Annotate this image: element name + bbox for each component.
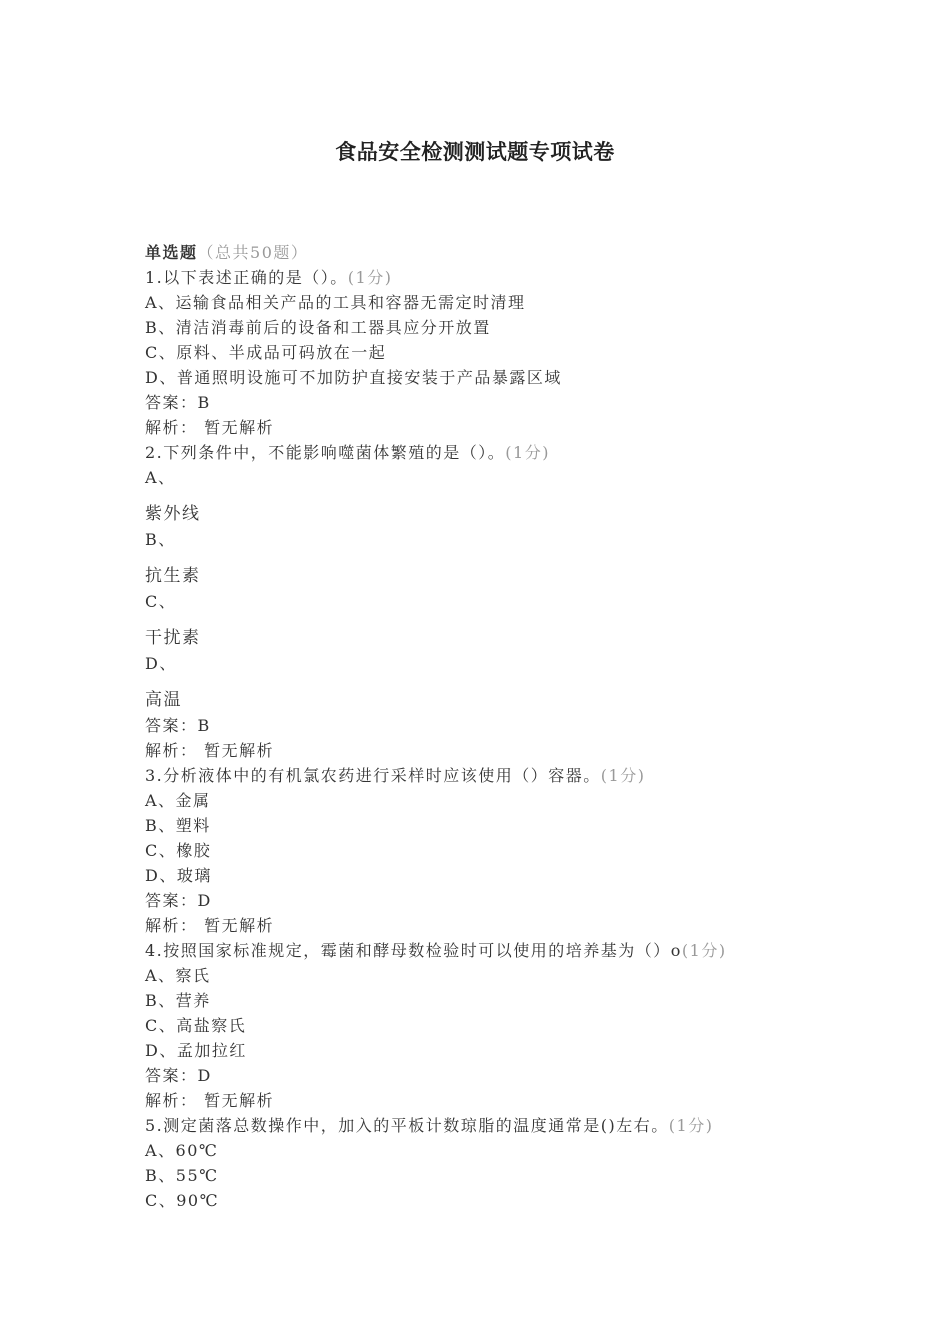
option-d: D、普通照明设施可不加防护直接安装于产品暴露区域 <box>145 368 562 387</box>
option-c: C、原料、半成品可码放在一起 <box>145 343 387 362</box>
answer: 答案：B <box>145 716 211 735</box>
option-b: B、清洁消毒前后的设备和工器具应分开放置 <box>145 318 491 337</box>
answer: 答案：B <box>145 393 211 412</box>
option-d: D、玻璃 <box>145 866 212 885</box>
question-score: (1分) <box>681 941 727 960</box>
option-c-letter: C、 <box>145 592 177 611</box>
option-a-text: 紫外线 <box>145 504 201 524</box>
page-title: 食品安全检测测试题专项试卷 <box>335 139 615 164</box>
option-a: A、60℃ <box>145 1141 219 1160</box>
option-a: A、金属 <box>145 791 211 810</box>
question-text: 5.测定菌落总数操作中，加入的平板计数琼脂的温度通常是()左右。 <box>145 1116 669 1135</box>
answer: 答案：D <box>145 891 212 910</box>
question-stem <box>145 1113 865 1138</box>
analysis: 解析： 暂无解析 <box>145 916 275 935</box>
option-a-letter: A、 <box>145 468 176 487</box>
section-label: 单选题 <box>145 243 198 262</box>
section-header <box>145 240 865 265</box>
question-list <box>145 240 865 1213</box>
option-b: B、营养 <box>145 991 211 1010</box>
question-stem <box>145 440 865 465</box>
question-stem <box>145 265 865 290</box>
question-text: 2.下列条件中，不能影响噬菌体繁殖的是（）。 <box>145 443 506 462</box>
question-score: (1分) <box>505 443 550 462</box>
option-a: A、运输食品相关产品的工具和容器无需定时清理 <box>145 293 526 312</box>
option-b: B、塑料 <box>145 816 211 835</box>
option-d-text: 高温 <box>145 690 182 710</box>
option-b-letter: B、 <box>145 530 176 549</box>
question-score: (1分) <box>600 766 646 785</box>
question-score: (1分) <box>668 1116 714 1135</box>
question-stem <box>145 938 865 963</box>
option-c: C、高盐察氏 <box>145 1016 247 1035</box>
question-text: 1.以下表述正确的是（）。 <box>145 268 348 287</box>
option-b: B、55℃ <box>145 1166 219 1185</box>
option-c: C、90℃ <box>145 1191 220 1210</box>
question-score: (1分) <box>347 268 393 287</box>
analysis: 解析： 暂无解析 <box>145 1091 275 1110</box>
answer: 答案：D <box>145 1066 212 1085</box>
analysis: 解析： 暂无解析 <box>145 741 275 760</box>
option-a: A、察氏 <box>145 966 211 985</box>
option-b-text: 抗生素 <box>145 566 201 586</box>
option-c-text: 干扰素 <box>145 628 201 648</box>
option-c: C、橡胶 <box>145 841 212 860</box>
option-d-letter: D、 <box>145 654 177 673</box>
analysis: 解析： 暂无解析 <box>145 418 275 437</box>
option-d: D、孟加拉红 <box>145 1041 247 1060</box>
question-stem <box>145 763 865 788</box>
section-count: （总共50题） <box>197 243 309 262</box>
question-text: 4.按照国家标准规定，霉菌和酵母数检验时可以使用的培养基为（）o <box>145 941 682 960</box>
question-text: 3.分析液体中的有机氯农药进行采样时应该使用（）容器。 <box>145 766 601 785</box>
